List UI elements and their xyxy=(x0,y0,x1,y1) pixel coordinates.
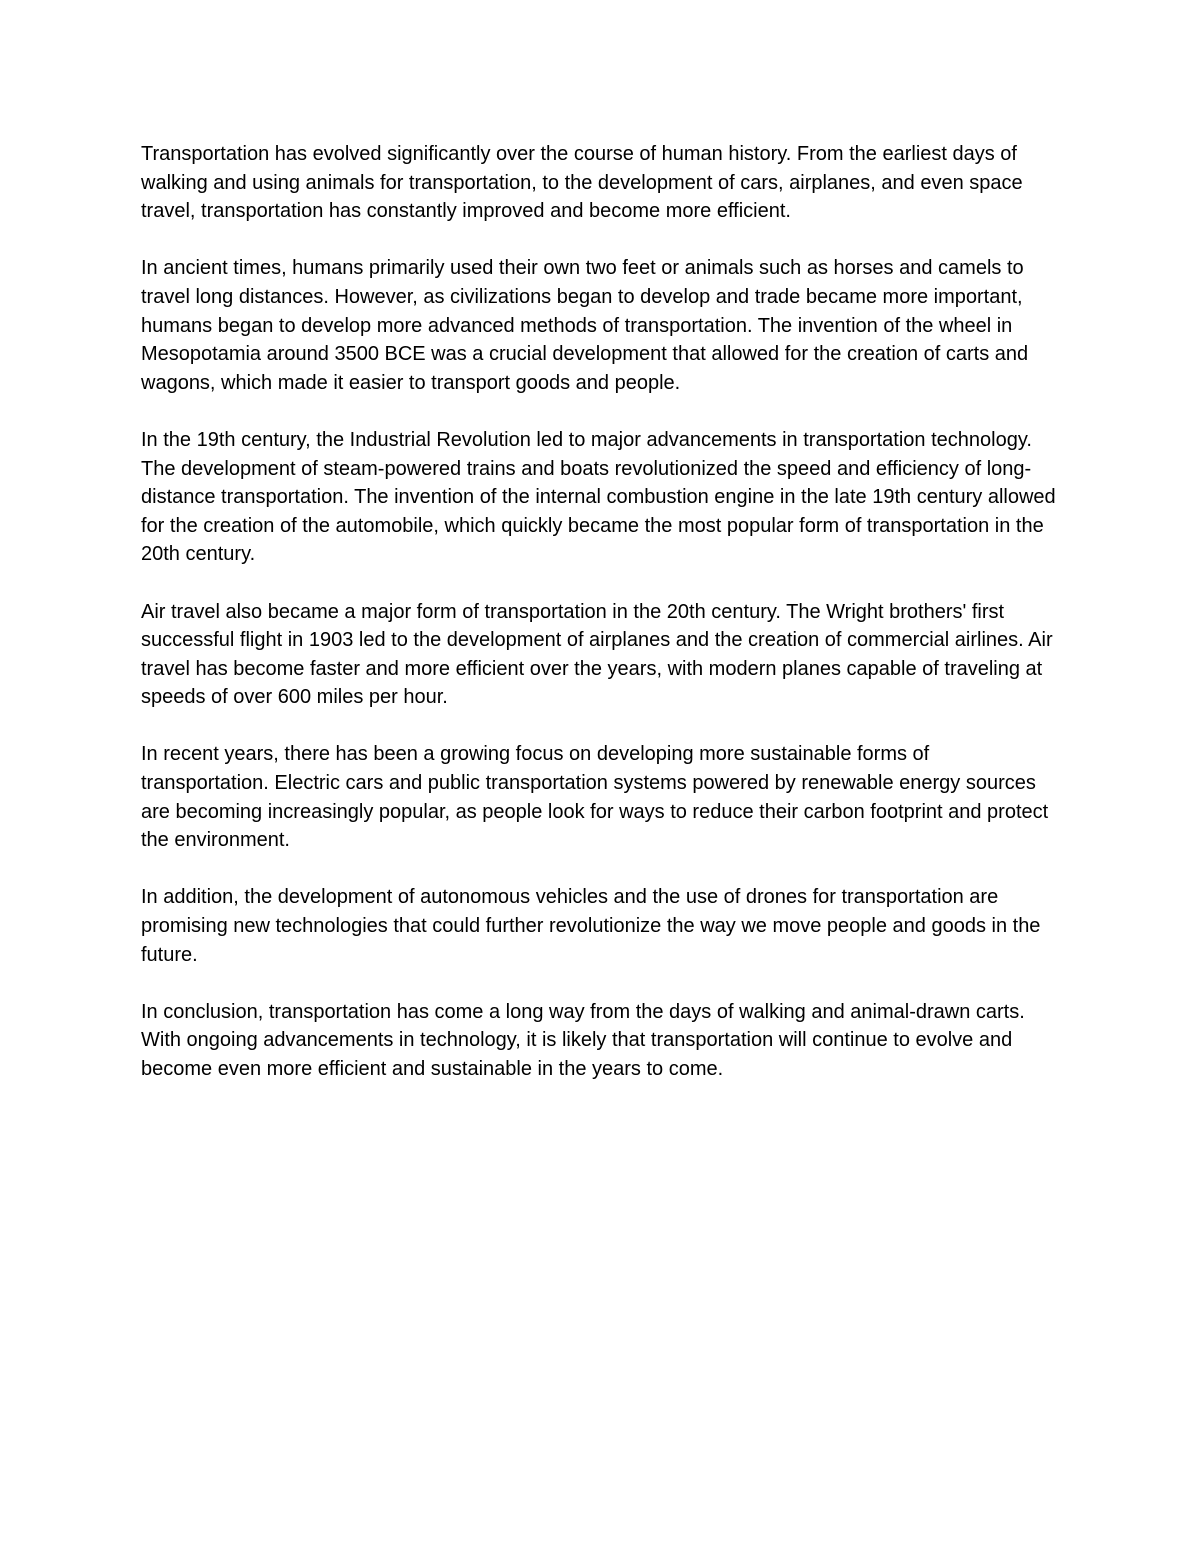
paragraph-2: In ancient times, humans primarily used their own two feet or animals such as horses and camels to travel long distances. However, as civilizations began to develop and trade became more important, humans began to develop more advanced methods of transportation. The invention of the wheel in Mesopotamia around 3500 BCE was a crucial development that allowed for the creation of carts and wagons, which made it easier to transport goods and people. xyxy=(141,257,1029,394)
paragraph-4: Air travel also became a major form of transportation in the 20th century. The Wright brothers' first successful flight in 1903 led to the development of airplanes and the creation of commercial airlines. Air travel has become faster and more efficient over the years, with modern planes capable of traveling at speeds of over 600 miles per hour. xyxy=(141,600,1053,709)
paragraph-1: Transportation has evolved significantly over the course of human history. From the earliest days of walking and using animals for transportation, to the development of cars, airplanes, and even space travel, transportation has constantly improved and become more efficient. xyxy=(141,143,1023,223)
document-body xyxy=(141,140,1061,1084)
paragraph-3: In the 19th century, the Industrial Revolution led to major advancements in transportation technology. The development of steam-powered trains and boats revolutionized the speed and efficiency of long-distance transportation. The invention of the internal combustion engine in the late 19th century allowed for the creation of the automobile, which quickly became the most popular form of transportation in the 20th century. xyxy=(141,428,1056,566)
paragraph-5: In recent years, there has been a growing focus on developing more sustainable forms of transportation. Electric cars and public transportation systems powered by renewable energy sources are becoming increasingly popular, as people look for ways to reduce their carbon footprint and protect the environment. xyxy=(141,743,1049,852)
paragraph-7: In conclusion, transportation has come a long way from the days of walking and animal-drawn carts. With ongoing advancements in technology, it is likely that transportation will continue to evolve and become even more efficient and sustainable in the years to come. xyxy=(141,1000,1025,1080)
paragraph-6: In addition, the development of autonomous vehicles and the use of drones for transportation are promising new technologies that could further revolutionize the way we move people and goods in the future. xyxy=(141,886,1041,966)
